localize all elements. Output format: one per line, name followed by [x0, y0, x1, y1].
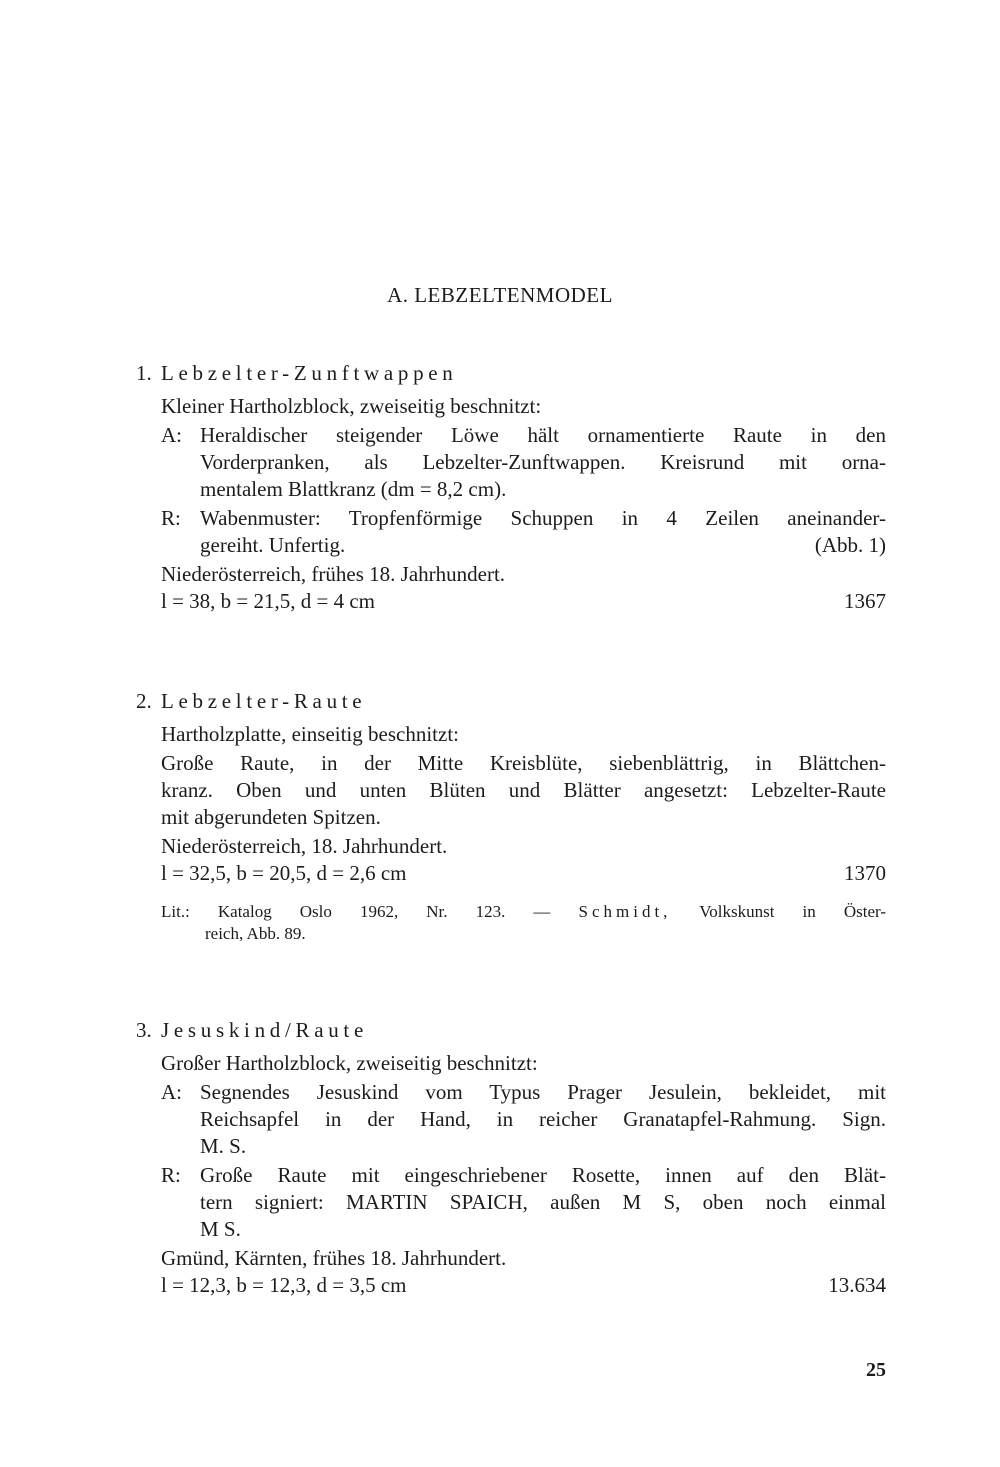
- side-a: [161, 1079, 886, 1160]
- side-a-label: A:: [161, 1080, 182, 1104]
- side-r-label: R:: [161, 1163, 181, 1187]
- text-line: M. S.: [200, 1134, 247, 1158]
- catalog-entry: [136, 356, 886, 615]
- text-line: Segnendes Jesuskind vom Typus Prager Jesulein, bekleidet, mit: [200, 1080, 886, 1104]
- side-r: [161, 1162, 886, 1243]
- entry-number: 2.: [136, 689, 152, 713]
- text-line: Reichsapfel in der Hand, in reicher Granatapfel-Rahmung. Sign.: [200, 1107, 886, 1131]
- entry-heading: [136, 356, 886, 390]
- literature-line: [161, 901, 886, 923]
- entry-title: Lebzelter-Raute: [161, 689, 367, 713]
- entry-origin: Gmünd, Kärnten, frühes 18. Jahrhundert.: [161, 1246, 507, 1270]
- side-r-text: [200, 505, 886, 559]
- page-number: 25: [866, 1359, 886, 1381]
- entry-heading: [136, 684, 886, 718]
- entry-dimensions: l = 32,5, b = 20,5, d = 2,6 cm: [161, 861, 407, 885]
- entry-heading: [136, 1013, 886, 1047]
- entry-measure-row: [161, 860, 886, 887]
- entry-measure-row: [161, 588, 886, 615]
- text-line: Große Raute, in der Mitte Kreisblüte, siebenblättrig, in Blättchen-: [161, 751, 886, 775]
- text-line: M S.: [200, 1217, 241, 1241]
- side-a-label: A:: [161, 423, 182, 447]
- text-line: tern signiert: MARTIN SPAICH, außen M S, oben noch einmal: [200, 1190, 886, 1214]
- side-r: [161, 505, 886, 559]
- text-line: mentalem Blattkranz (dm = 8,2 cm).: [200, 477, 507, 501]
- entry-origin: Niederösterreich, frühes 18. Jahrhundert.: [161, 562, 506, 586]
- entry-title: Jesuskind/Raute: [161, 1018, 368, 1042]
- literature-continuation: reich, Abb. 89.: [205, 924, 306, 943]
- entry-number: 3.: [136, 1018, 152, 1042]
- side-a-text: [200, 1079, 886, 1160]
- side-r-text: [200, 1162, 886, 1243]
- text-line: kranz. Oben und unten Blüten und Blätter angesetzt: Lebzelter-Raute: [161, 778, 886, 802]
- entry-dimensions: l = 12,3, b = 12,3, d = 3,5 cm: [161, 1273, 407, 1297]
- literature-prefix: Lit.: Katalog Oslo 1962, Nr. 123. —: [161, 902, 551, 921]
- text-line: Heraldischer steigender Löwe hält ornamentierte Raute in den: [200, 423, 886, 447]
- catalog-entry: [136, 684, 886, 945]
- inventory-number: 1367: [844, 589, 886, 613]
- text-line: Vorderpranken, als Lebzelter-Zunftwappen. Kreisrund mit orna-: [200, 450, 886, 474]
- text-line: Große Raute mit eingeschriebener Rosette, innen auf den Blät-: [200, 1163, 886, 1187]
- side-a: [161, 422, 886, 503]
- section-title: A. LEBZELTENMODEL: [387, 283, 613, 307]
- entry-measure-row: [161, 1272, 886, 1299]
- literature-reference: [161, 901, 886, 945]
- entry-title: Lebzelter-Zunftwappen: [161, 361, 458, 385]
- figure-reference: (Abb. 1): [814, 533, 886, 557]
- catalog-entry: [136, 1013, 886, 1299]
- literature-title: Volkskunst in Öster-: [699, 902, 886, 921]
- entry-origin: Niederösterreich, 18. Jahrhundert.: [161, 834, 448, 858]
- entry-number: 1.: [136, 361, 152, 385]
- entry-dimensions: l = 38, b = 21,5, d = 4 cm: [161, 589, 376, 613]
- literature-author: Schmidt,: [578, 902, 672, 921]
- inventory-number: 1370: [844, 861, 886, 885]
- entry-description: Großer Hartholzblock, zweiseitig beschnitzt:: [161, 1051, 538, 1075]
- entry-body: [161, 750, 886, 831]
- text-line: gereiht. Unfertig.: [200, 533, 346, 557]
- side-r-label: R:: [161, 506, 181, 530]
- text-line-with-figure-ref: [200, 532, 886, 559]
- inventory-number: 13.634: [828, 1273, 886, 1297]
- side-a-text: [200, 422, 886, 503]
- text-line: Wabenmuster: Tropfenförmige Schuppen in 4 Zeilen aneinander-: [200, 506, 886, 530]
- entry-description: Kleiner Hartholzblock, zweiseitig beschnitzt:: [161, 394, 542, 418]
- entry-description: Hartholzplatte, einseitig beschnitzt:: [161, 722, 459, 746]
- text-line: mit abgerundeten Spitzen.: [161, 805, 381, 829]
